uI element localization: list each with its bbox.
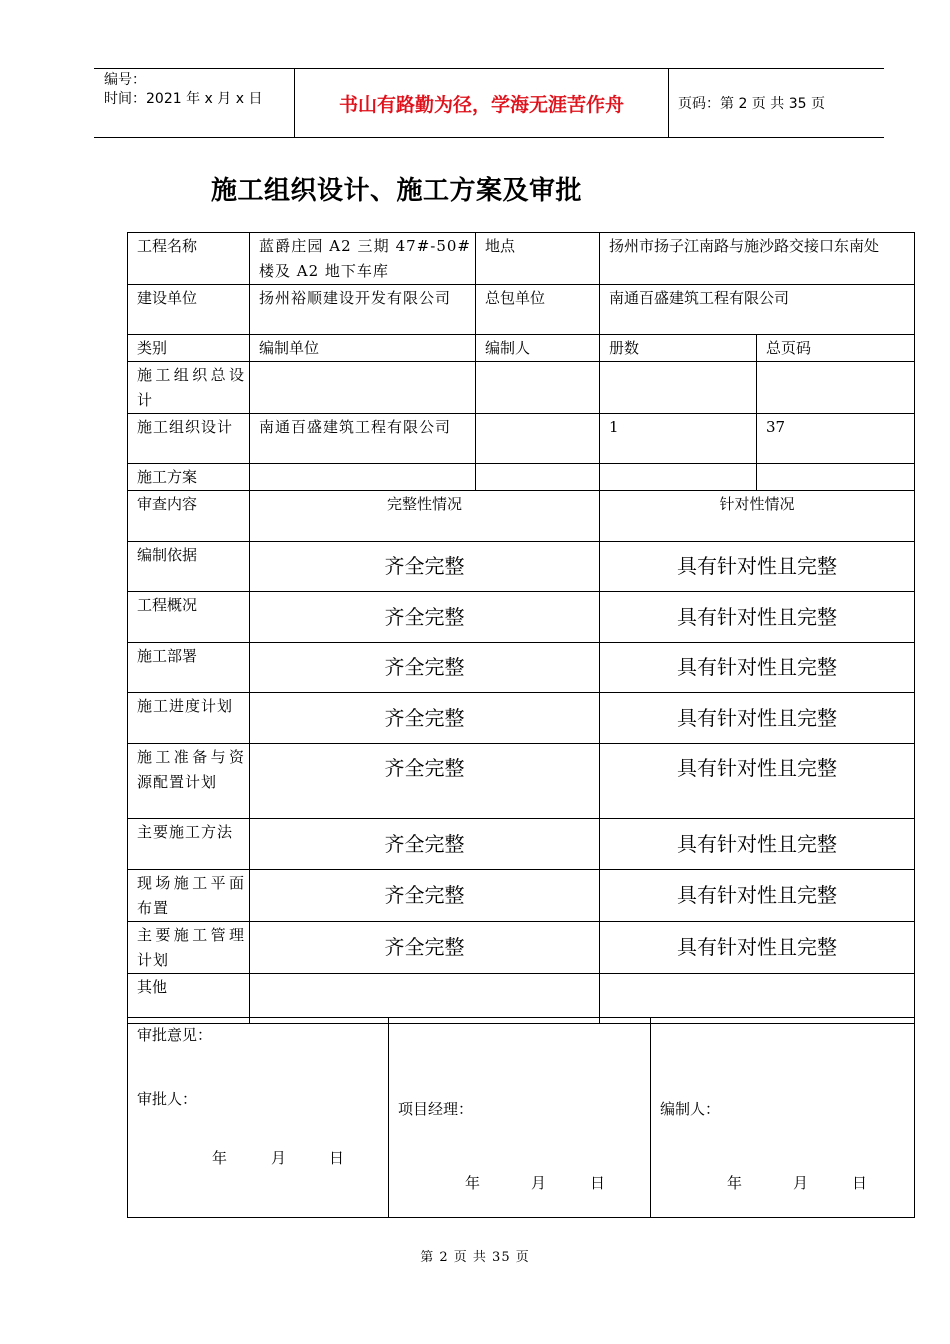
review-pertinence: 具有针对性且完整 [600, 870, 915, 922]
category-name: 施工组织总设计 [128, 362, 250, 414]
review-pertinence: 具有针对性且完整 [600, 643, 915, 693]
review-pertinence: 具有针对性且完整 [600, 592, 915, 643]
manager-day: 日 [590, 1174, 606, 1192]
project-name-value: 蓝爵庄园 A2 三期 47#-50#楼及 A2 地下车库 [250, 233, 476, 285]
table-row [128, 592, 915, 643]
category-pages [757, 464, 915, 491]
project-manager-cell [389, 1018, 651, 1218]
completeness-header: 完整性情况 [250, 491, 600, 542]
document-title: 施工组织设计、施工方案及审批 [211, 176, 583, 206]
table-row [128, 819, 915, 870]
author-day: 日 [852, 1174, 868, 1192]
review-pertinence: 具有针对性且完整 [600, 693, 915, 744]
review-item: 主要施工方法 [128, 819, 250, 870]
approval-year: 年 [212, 1149, 228, 1167]
table-row [128, 974, 915, 1024]
category-unit [250, 362, 476, 414]
review-pertinence: 具有针对性且完整 [600, 819, 915, 870]
category-volumes: 1 [600, 414, 757, 464]
approval-month: 月 [271, 1149, 287, 1167]
table-row [128, 870, 915, 922]
location-label: 地点 [476, 233, 600, 285]
review-completeness: 齐全完整 [250, 922, 600, 974]
project-manager-label: 项目经理： [398, 1100, 474, 1118]
table-row [128, 693, 915, 744]
contractor-label: 总包单位 [476, 285, 600, 335]
review-item: 施工进度计划 [128, 693, 250, 744]
approval-opinion-cell [128, 1018, 389, 1218]
table-row [128, 744, 915, 819]
category-name: 施工组织设计 [128, 414, 250, 464]
category-author [476, 464, 600, 491]
manager-year: 年 [465, 1174, 481, 1192]
category-unit [250, 464, 476, 491]
review-item: 编制依据 [128, 542, 250, 592]
approval-opinion-label: 审批意见： [137, 1026, 213, 1044]
review-header-label: 审查内容 [128, 491, 250, 542]
review-pertinence: 具有针对性且完整 [600, 922, 915, 974]
approver-label: 审批人： [137, 1090, 198, 1108]
review-completeness: 齐全完整 [250, 643, 600, 693]
column-header-volumes: 册数 [600, 335, 757, 362]
review-completeness: 齐全完整 [250, 870, 600, 922]
location-value: 扬州市扬子江南路与施沙路交接口东南处 [600, 233, 915, 285]
approval-day: 日 [329, 1149, 345, 1167]
pertinence-header: 针对性情况 [600, 491, 915, 542]
manager-month: 月 [531, 1174, 547, 1192]
review-item: 施工部署 [128, 643, 250, 693]
table-row [128, 335, 915, 362]
table-row [128, 362, 915, 414]
author-year: 年 [727, 1174, 743, 1192]
builder-value: 扬州裕顺建设开发有限公司 [250, 285, 476, 335]
contractor-value: 南通百盛建筑工程有限公司 [600, 285, 915, 335]
author-month: 月 [793, 1174, 809, 1192]
category-author [476, 414, 600, 464]
table-row [128, 542, 915, 592]
author-sign-label: 编制人： [660, 1100, 721, 1118]
review-item: 工程概况 [128, 592, 250, 643]
header-motto: 书山有路勤为径，学海无涯苦作舟 [295, 69, 669, 137]
review-completeness: 齐全完整 [250, 744, 600, 819]
page-header [94, 68, 884, 138]
column-header-category: 类别 [128, 335, 250, 362]
table-row [128, 285, 915, 335]
category-volumes [600, 464, 757, 491]
table-row [128, 922, 915, 974]
number-label: 编号： [104, 72, 146, 88]
table-row [128, 491, 915, 542]
column-header-author: 编制人 [476, 335, 600, 362]
review-item: 施工准备与资源配置计划 [128, 744, 250, 819]
review-completeness: 齐全完整 [250, 693, 600, 744]
review-completeness: 齐全完整 [250, 592, 600, 643]
category-pages [757, 362, 915, 414]
header-meta [94, 69, 295, 137]
approval-table [127, 1017, 915, 1218]
review-completeness: 齐全完整 [250, 542, 600, 592]
column-header-pages: 总页码 [757, 335, 915, 362]
category-author [476, 362, 600, 414]
project-name-label: 工程名称 [128, 233, 250, 285]
author-sign-cell [651, 1018, 915, 1218]
review-pertinence: 具有针对性且完整 [600, 744, 915, 819]
review-pertinence [600, 974, 915, 1024]
page-footer: 第 2 页 共 35 页 [420, 1250, 530, 1265]
table-row [128, 414, 915, 464]
category-pages: 37 [757, 414, 915, 464]
review-completeness: 齐全完整 [250, 819, 600, 870]
category-unit: 南通百盛建筑工程有限公司 [250, 414, 476, 464]
time-label: 时间：2021 年 x 月 x 日 [104, 91, 263, 107]
review-item: 主要施工管理计划 [128, 922, 250, 974]
table-row [128, 643, 915, 693]
category-volumes [600, 362, 757, 414]
category-name: 施工方案 [128, 464, 250, 491]
review-table [127, 232, 915, 1024]
table-row [128, 233, 915, 285]
builder-label: 建设单位 [128, 285, 250, 335]
review-completeness [250, 974, 600, 1024]
table-row [128, 464, 915, 491]
review-item: 其他 [128, 974, 250, 1024]
header-page-info: 页码：第 2 页 共 35 页 [678, 96, 825, 112]
review-item: 现场施工平面布置 [128, 870, 250, 922]
column-header-unit: 编制单位 [250, 335, 476, 362]
review-pertinence: 具有针对性且完整 [600, 542, 915, 592]
